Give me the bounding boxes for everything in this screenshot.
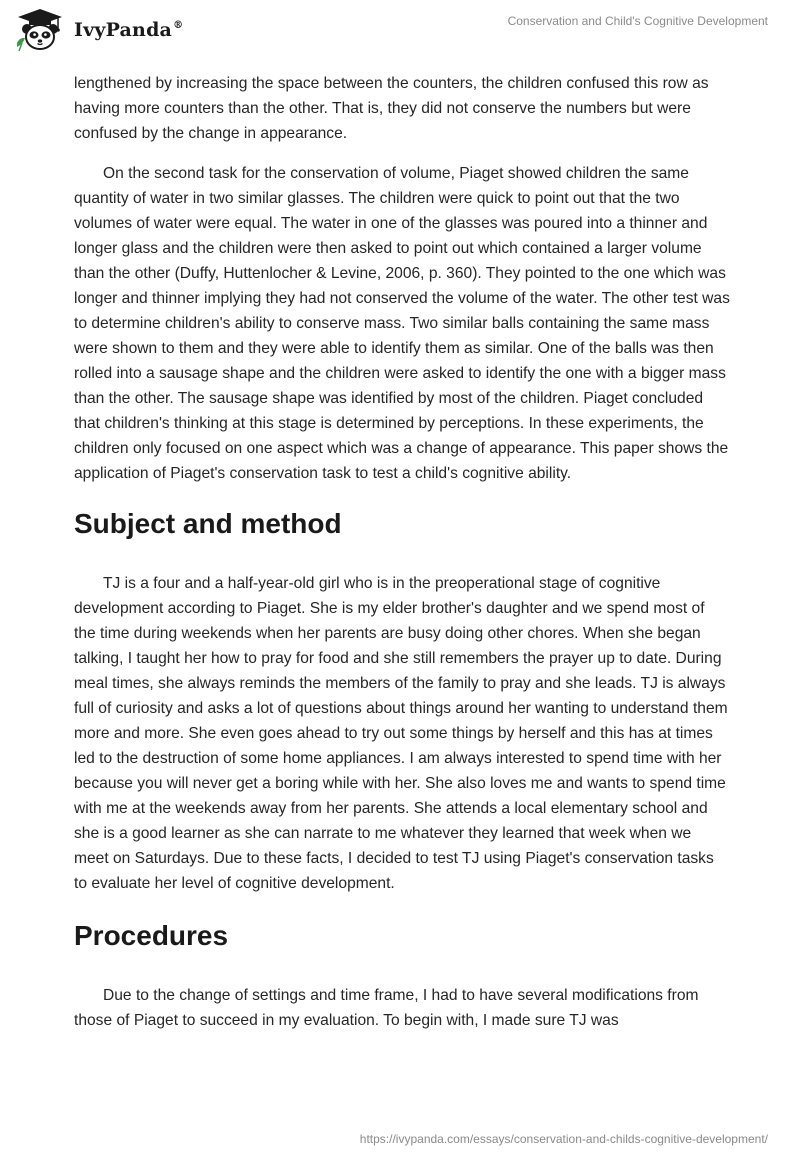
brand-name-text: IvyPanda	[74, 19, 173, 41]
page-header	[0, 0, 800, 64]
paragraph-gap	[74, 146, 730, 161]
paragraph-subject: TJ is a four and a half-year-old girl who is in the preoperational stage of cognitive development according to Piaget. She is my elder brother's daughter and we spend most of the time during weekends when her parents are busy doing other chores. When she began talking, I taught her how to pray for food and she still remembers the prayer up to date. During meal times, she always reminds the members of the family to pray and she leads. TJ is always full of curiosity and asks a lot of questions about things around her wanting to understand them more and more. She even goes ahead to try out some things by herself and this has at times led to the destruction of some home appliances. I am always interested to spend time with her because you will never get a boring while with her. She also loves me and wants to spend time with me at the weekends away from her parents. She attends a local elementary school and she is a good learner as she can narrate to me whatever they learned that week when we meet on Saturdays. Due to these facts, I decided to test TJ using Piaget's conservation tasks to evaluate her level of cognitive development.	[74, 575, 728, 892]
paragraph-procedures: Due to the change of settings and time frame, I had to have several modifications from those of Piaget to succeed in my evaluation. To begin with, I made sure TJ was	[74, 987, 699, 1029]
registered-mark: ®	[173, 20, 184, 31]
heading-procedures: Procedures	[74, 920, 229, 951]
paragraph-volume-conservation: On the second task for the conservation of volume, Piaget showed children the same quantity of water in two similar glasses. The children were quick to point out that the two volumes of water were equal. The water in one of the glasses was poured into a thinner and longer glass and the children were then asked to point out which contained a larger volume than the other (Duffy, Huttenlocher & Levine, 2006, p. 360). They pointed to the one which was longer and thinner implying they had not conserved the volume of the water. The other test was to determine children's ability to conserve mass. Two similar balls containing the same mass were shown to them and they were able to identify them as similar. One of the balls was then rolled into a sausage shape and the children were asked to identify the one with a bigger mass than the other. The sausage shape was identified by most of the children. Piaget concluded that children's thinking at this stage is determined by perceptions. In these experiments, the children only focused on one aspect which was a change of appearance. This paper shows the application of Piaget's conservation task to test a child's cognitive ability.	[74, 165, 730, 482]
brand-name	[74, 19, 183, 41]
paragraph-continued: lengthened by increasing the space between the counters, the children confused this row as having more counters than the other. That is, they did not conserve the numbers but were confused by the change in appearance.	[74, 75, 709, 142]
heading-subject-and-method: Subject and method	[74, 508, 342, 539]
panda-graduate-icon	[14, 7, 66, 53]
brand-logo[interactable]	[14, 7, 183, 53]
source-url[interactable]: https://ivypanda.com/essays/conservation-and-childs-cognitive-development/	[359, 1132, 768, 1146]
essay-body	[74, 71, 730, 1033]
document-title: Conservation and Child's Cognitive Development	[507, 14, 768, 28]
